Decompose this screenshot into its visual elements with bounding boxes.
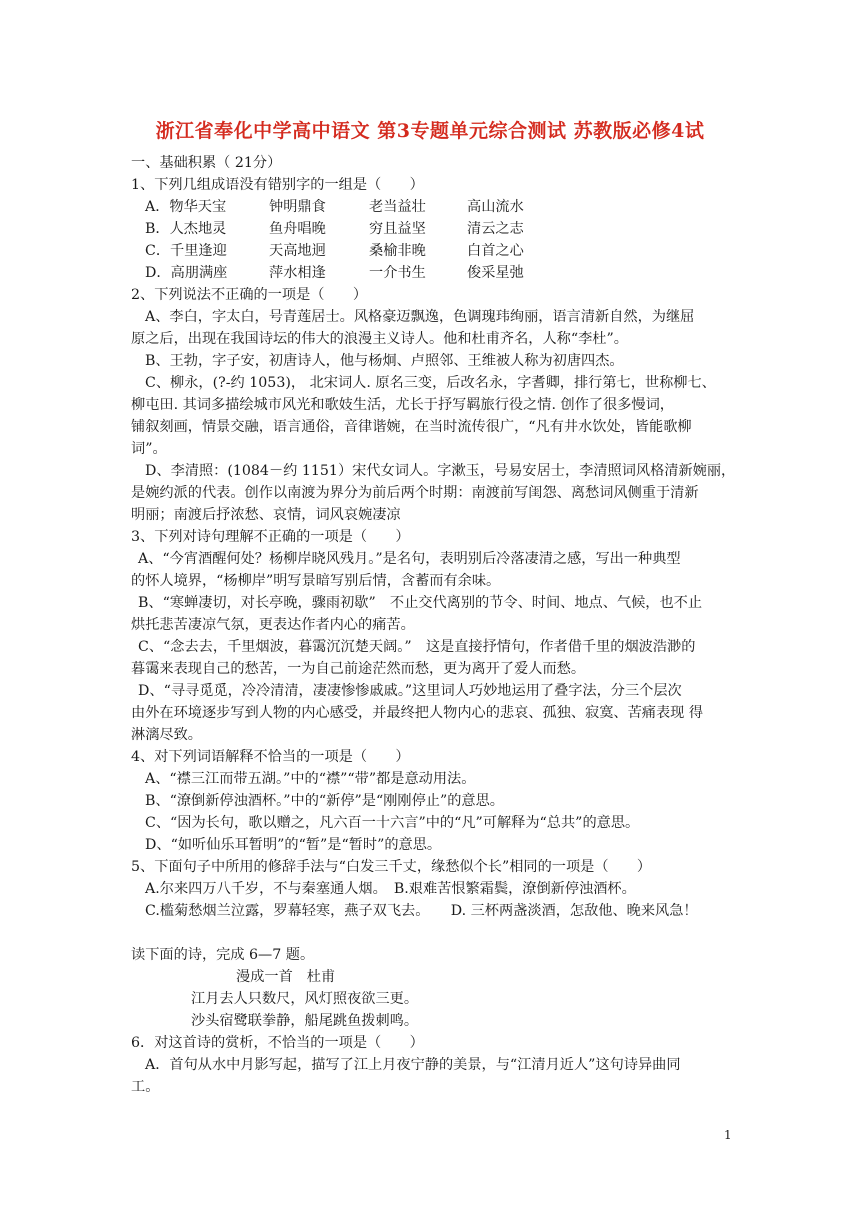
question-4-option-b: B、“潦倒新停浊酒杯。”中的“新停”是“刚刚停止”的意思。 — [145, 793, 504, 809]
section-heading: 一、基础积累（ 21分） — [131, 155, 282, 171]
option-cell: 白首之心 — [467, 243, 524, 259]
question-1-option-b — [131, 218, 757, 240]
question-3-option-b-line: B、“寒蝉凄切，对长亭晚，骤雨初歇” 不止交代离别的节令、时间、地点、气候，也不止 — [138, 595, 703, 611]
option-cell: 穷且益坚 — [369, 221, 426, 237]
option-cell: 鱼舟唱晚 — [269, 221, 326, 237]
question-1-option-d — [131, 262, 757, 284]
poem-heading — [131, 966, 757, 988]
question-1-option-a — [131, 196, 757, 218]
blank-line — [131, 922, 757, 944]
question-3-option-c-line: C、“念去去，千里烟波，暮霭沉沉楚天阔。” 这是直接抒情句，作者借千里的烟波浩渺的 — [138, 639, 696, 655]
question-3-option-d-line: 淋漓尽致。 — [131, 727, 202, 743]
question-2-option-a-line: A、李白，字太白，号青莲居士。风格豪迈飘逸，色调瑰玮绚丽，语言清新自然，为继屈 — [145, 309, 695, 325]
question-2-option-c-line: 铺叙刻画，情景交融，语言通俗，音律谐婉，在当时流传很广，“凡有井水饮处，皆能歌柳 — [131, 419, 692, 435]
option-cell: C．千里逢迎 — [145, 243, 227, 259]
question-2-option-d-line: D、李清照：(1084－约 1151）宋代女词人。字漱玉，号易安居士，李清照词风格清新婉丽， — [145, 463, 736, 479]
option-cell: 一介书生 — [369, 265, 426, 281]
question-4-option-d: D、“如听仙乐耳暂明”的“暂”是“暂时”的意思。 — [145, 837, 442, 853]
question-3-option-a-line: 的怀人境界，“杨柳岸”明写景暗写别后情，含蓄而有余味。 — [131, 573, 501, 589]
question-2-option-b-line: B、王勃，字子安，初唐诗人，他与杨炯、卢照邻、王维被人称为初唐四杰。 — [145, 353, 624, 369]
option-cell: 清云之志 — [467, 221, 524, 237]
question-5-stem: 5、下面句子中所用的修辞手法与“白发三千丈，缘愁似个长”相同的一项是（ ） — [131, 859, 652, 875]
option-cell: 天高地迥 — [269, 243, 326, 259]
question-3-option-c-line: 暮霭来表现自己的愁苦，一为自己前途茫然而愁，更为离开了爱人而愁。 — [131, 661, 586, 677]
question-5-options-cd: C.槛菊愁烟兰泣露，罗幕轻寒，燕子双飞去。 D. 三杯两盏淡酒，怎敌他、晚来风急！ — [145, 903, 698, 919]
poem-author: 杜甫 — [306, 969, 336, 985]
reading-intro: 读下面的诗，完成 6—7 题。 — [131, 947, 315, 963]
poem-line: 江月去人只数尺，风灯照夜欲三更。 — [191, 991, 419, 1007]
page-number: 1 — [724, 1128, 732, 1142]
question-1-option-c — [131, 240, 757, 262]
document-body — [131, 152, 757, 1098]
option-cell: 老当益壮 — [369, 199, 426, 215]
question-4-option-c: C、“因为长句，歌以赠之，凡六百一十六言”中的“凡”可解释为“总共”的意思。 — [145, 815, 640, 831]
question-2-stem: 2、下列说法不正确的一项是（ ） — [131, 287, 368, 303]
option-cell: 桑榆非晚 — [369, 243, 426, 259]
question-1-stem: 1、下列几组成语没有错别字的一组是（ ） — [131, 177, 424, 193]
poem-line: 沙头宿鹭联拳静，船尾跳鱼拨刺鸣。 — [191, 1013, 419, 1029]
question-4-stem: 4、对下列词语解释不恰当的一项是（ ） — [131, 749, 410, 765]
question-6-option-a-line: 工。 — [131, 1079, 160, 1095]
option-cell: 钟明鼎食 — [269, 199, 326, 215]
question-4-option-a: A、“襟三江而带五湖。”中的“襟”“带”都是意动用法。 — [145, 771, 476, 787]
poem-title: 漫成一首 — [236, 969, 293, 985]
option-cell: A．物华天宝 — [145, 199, 227, 215]
question-2-option-c-line: C、柳永，(?-约 1053)， 北宋词人. 原名三变，后改名永，字耆卿，排行第七，世称柳七、 — [145, 375, 716, 391]
question-2-option-d-line: 是婉约派的代表。创作以南渡为界分为前后两个时期：南渡前写闺怨、离愁词风侧重于清新 — [131, 485, 699, 501]
question-6-stem: 6．对这首诗的赏析，不恰当的一项是（ ） — [131, 1035, 424, 1051]
option-cell: B．人杰地灵 — [145, 221, 227, 237]
option-cell: 高山流水 — [467, 199, 524, 215]
question-2-option-c-line: 词”。 — [131, 441, 167, 457]
question-3-option-a-line: A、“今宵酒醒何处？杨柳岸晓风残月。”是名句，表明别后冷落凄清之感，写出一种典型 — [138, 551, 681, 567]
question-3-stem: 3、下列对诗句理解不正确的一项是（ ） — [131, 529, 410, 545]
question-5-options-ab: A.尔来四万八千岁，不与秦塞通人烟。 B.艰难苦恨繁霜鬓，潦倒新停浊酒杯。 — [145, 881, 636, 897]
question-3-option-b-line: 烘托悲苦凄凉气氛，更表达作者内心的痛苦。 — [131, 617, 415, 633]
question-3-option-d-line: D、“寻寻觅觅，冷冷清清，凄凄惨惨戚戚。”这里词人巧妙地运用了叠字法，分三个层次 — [138, 683, 682, 699]
document-title: 浙江省奉化中学高中语文 第3专题单元综合测试 苏教版必修4试 — [155, 120, 705, 142]
question-3-option-d-line: 由外在环境逐步写到人物的内心感受，并最终把人物内心的悲哀、孤独、寂寞、苦痛表现 得 — [131, 705, 704, 721]
question-2-option-c-line: 柳屯田. 其词多描绘城市风光和歌妓生活，尤长于抒写羁旅行役之情. 创作了很多慢词， — [131, 397, 674, 413]
question-2-option-d-line: 明丽；南渡后抒浓愁、哀情，词风哀婉凄凉 — [131, 507, 401, 523]
question-2-option-a-line: 原之后，出现在我国诗坛的伟大的浪漫主义诗人。他和杜甫齐名，人称“李杜”。 — [131, 331, 628, 347]
option-cell: 萍水相逢 — [269, 265, 326, 281]
option-cell: D．高朋满座 — [145, 265, 228, 281]
option-cell: 俊采星弛 — [467, 265, 524, 281]
question-6-option-a-line: A．首句从水中月影写起，描写了江上月夜宁静的美景，与“江清月近人”这句诗异曲同 — [145, 1057, 681, 1073]
